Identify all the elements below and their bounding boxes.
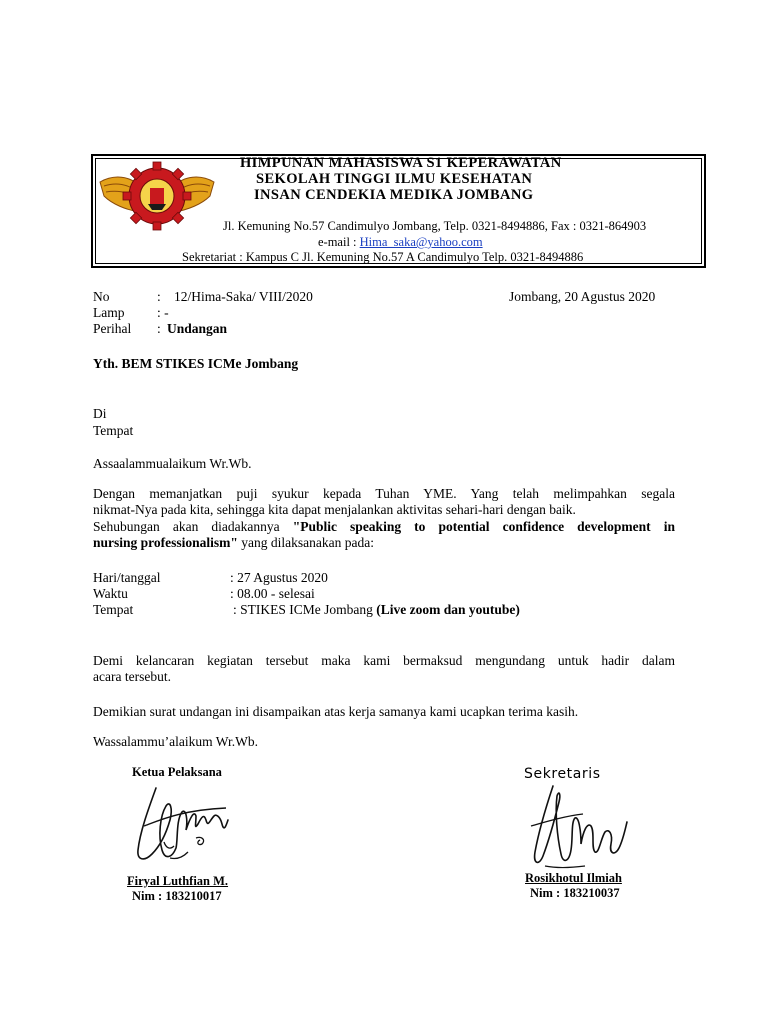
body-line-1: Dengan memanjatkan puji syukur kepada Tuhan YME. Yang telah melimpahkan segala — [93, 486, 675, 501]
closing-salam: Wassalammu’alaikum Wr.Wb. — [93, 734, 258, 749]
letter-number: 12/Hima-Saka/ VIII/2020 — [174, 289, 313, 304]
no-colon: : — [157, 289, 161, 304]
lamp-value: : - — [157, 305, 169, 320]
tempat-label: Tempat — [93, 602, 134, 617]
perihal-value: Undangan — [167, 321, 228, 336]
place-date: Jombang, 20 Agustus 2020 — [509, 289, 656, 304]
org-secretariat: Sekretariat : Kampus C Jl. Kemuning No.57 A Candimulyo Telp. 0321-8494886 — [182, 250, 584, 264]
tempat-value: : STIKES ICMe Jombang — [233, 602, 377, 617]
recipient: Yth. BEM STIKES ICMe Jombang — [93, 356, 299, 371]
closing-paragraph-1 — [93, 653, 675, 686]
org-email-line — [318, 235, 483, 250]
recipient-tempat: Tempat — [93, 423, 134, 438]
org-name: HIMPUNAN MAHASISWA S1 KEPERAWATAN — [240, 155, 562, 171]
waktu-value: : 08.00 - selesai — [230, 586, 315, 601]
event-title-a: "Public speaking to potential confidence development in — [292, 518, 675, 534]
right-signer-nim: Nim : 183210037 — [530, 886, 620, 900]
body-line-3 — [93, 519, 675, 535]
closing-line-1: Demi kelancaran kegiatan tersebut maka kami bermaksud mengundang untuk hadir dalam — [93, 653, 675, 668]
email-link[interactable]: Hima_saka@yahoo.com — [359, 235, 483, 249]
perihal-colon: : — [157, 321, 161, 336]
organization-logo — [96, 160, 218, 232]
body-paragraph — [93, 486, 675, 552]
greeting: Assaalammualaikum Wr.Wb. — [93, 456, 252, 471]
right-signer-name: Rosikhotul Ilmiah — [525, 871, 622, 885]
waktu-label: Waktu — [93, 586, 128, 601]
body-line-2: nikmat-Nya pada kita, sehingga kita dapat menjalankan aktivitas sehari-hari dengan baik. — [93, 502, 576, 518]
body-line-4 — [93, 535, 675, 551]
left-signer-name: Firyal Luthfian M. — [127, 874, 229, 888]
org-address: Jl. Kemuning No.57 Candimulyo Jombang, Telp. 0321-8494886, Fax : 0321-864903 — [223, 219, 647, 233]
tempat-extra: (Live zoom dan youtube) — [376, 602, 520, 617]
body-line-3-start: Sehubungan akan diadakannya — [93, 518, 293, 534]
event-title-b: nursing professionalism" — [93, 535, 238, 551]
hari-value: : 27 Agustus 2020 — [230, 570, 328, 585]
tempat-value-line — [233, 602, 520, 618]
left-signature — [130, 780, 240, 872]
left-signer-title: Ketua Pelaksana — [132, 765, 222, 779]
left-signer-nim: Nim : 183210017 — [132, 889, 222, 903]
right-signature — [525, 782, 640, 872]
right-signer-title: Sekretaris — [524, 766, 601, 782]
institution-name: SEKOLAH TINGGI ILMU KESEHATAN — [256, 171, 533, 187]
institution-name-2: INSAN CENDEKIA MEDIKA JOMBANG — [254, 187, 534, 203]
no-label: No — [93, 289, 110, 304]
email-label: e-mail : — [318, 235, 360, 249]
closing-line-2: acara tersebut. — [93, 669, 171, 685]
perihal-label: Perihal — [93, 321, 132, 336]
hari-label: Hari/tanggal — [93, 570, 161, 585]
lamp-label: Lamp — [93, 305, 125, 320]
closing-paragraph-2: Demikian surat undangan ini disampaikan atas kerja samanya kami ucapkan terima kasih. — [93, 704, 579, 719]
body-line-4-end: yang dilaksanakan pada: — [237, 535, 374, 551]
recipient-di: Di — [93, 406, 107, 421]
